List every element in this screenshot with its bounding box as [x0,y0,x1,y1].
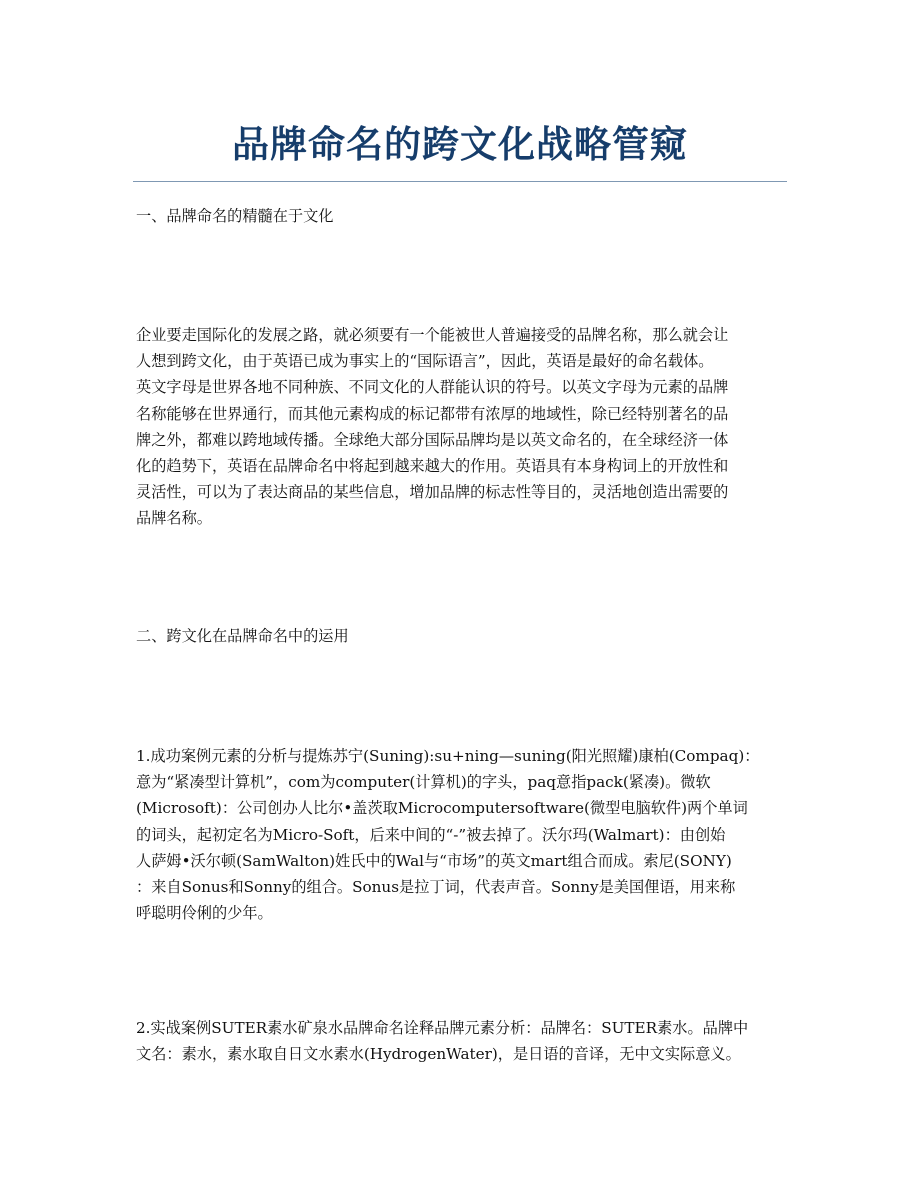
title-divider [133,181,787,182]
paragraph-line: 英文字母是世界各地不同种族、不同文化的人群能认识的符号。以英文字母为元素的品牌 [136,378,729,397]
paragraph-line: ：来自Sonus和Sonny的组合。Sonus是拉丁词，代表声音。Sonny是美国俚语，用来称 [136,878,736,897]
paragraph-line: 的词头，起初定名为Micro-Soft，后来中间的“-”被去掉了。沃尔玛(Walmart)：由创始 [136,825,726,844]
paragraph-line: 牌之外，都难以跨地域传播。全球绝大部分国际品牌均是以英文命名的，在全球经济一体 [136,430,729,449]
paragraph-line: 文名：素水，素水取自日文水素水(HydrogenWater)，是日语的音译，无中文实际意义。 [136,1045,741,1064]
section1-heading: 一、品牌命名的精髓在于文化 [136,207,334,225]
section2-heading: 二、跨文化在品牌命名中的运用 [136,627,349,645]
section1-paragraph [136,322,786,532]
document-title: 品牌命名的跨文化战略管窥 [232,123,688,166]
paragraph-line: 2.实战案例SUTER素水矿泉水品牌命名诠释品牌元素分析：品牌名：SUTER素水。品牌中 [136,1019,749,1037]
paragraph-line: 名称能够在世界通行，而其他元素构成的标记都带有浓厚的地域性，除已经特别著名的品 [136,404,729,423]
paragraph-line: 人想到跨文化，由于英语已成为事实上的“国际语言”，因此，英语是最好的命名载体。 [136,352,714,371]
paragraph-line: 灵活性，可以为了表达商品的某些信息，增加品牌的标志性等目的，灵活地创造出需要的 [136,483,729,502]
case1-paragraph [136,743,786,926]
paragraph-line: 意为“紧凑型计算机”，com为computer(计算机)的字头，paq意指pack(紧凑)。微软 [136,773,711,792]
paragraph-line: 人萨姆•沃尔顿(SamWalton)姓氏中的Wal与“市场”的英文mart组合而成。索尼(SONY) [136,851,732,870]
case2-paragraph [136,1015,786,1067]
paragraph-line: 企业要走国际化的发展之路，就必须要有一个能被世人普遍接受的品牌名称，那么就会让 [136,326,729,344]
paragraph-line: 品牌名称。 [136,509,212,528]
paragraph-line: (Microsoft)：公司创办人比尔•盖茨取Microcomputersoftware(微型电脑软件)两个单词 [136,799,748,818]
paragraph-line: 化的趋势下，英语在品牌命名中将起到越来越大的作用。英语具有本身构词上的开放性和 [136,457,729,476]
paragraph-line: 呼聪明伶俐的少年。 [136,904,273,923]
paragraph-line: 1.成功案例元素的分析与提炼苏宁(Suning):su+ning—suning(阳光照耀)康柏(Compaq)： [136,747,760,765]
